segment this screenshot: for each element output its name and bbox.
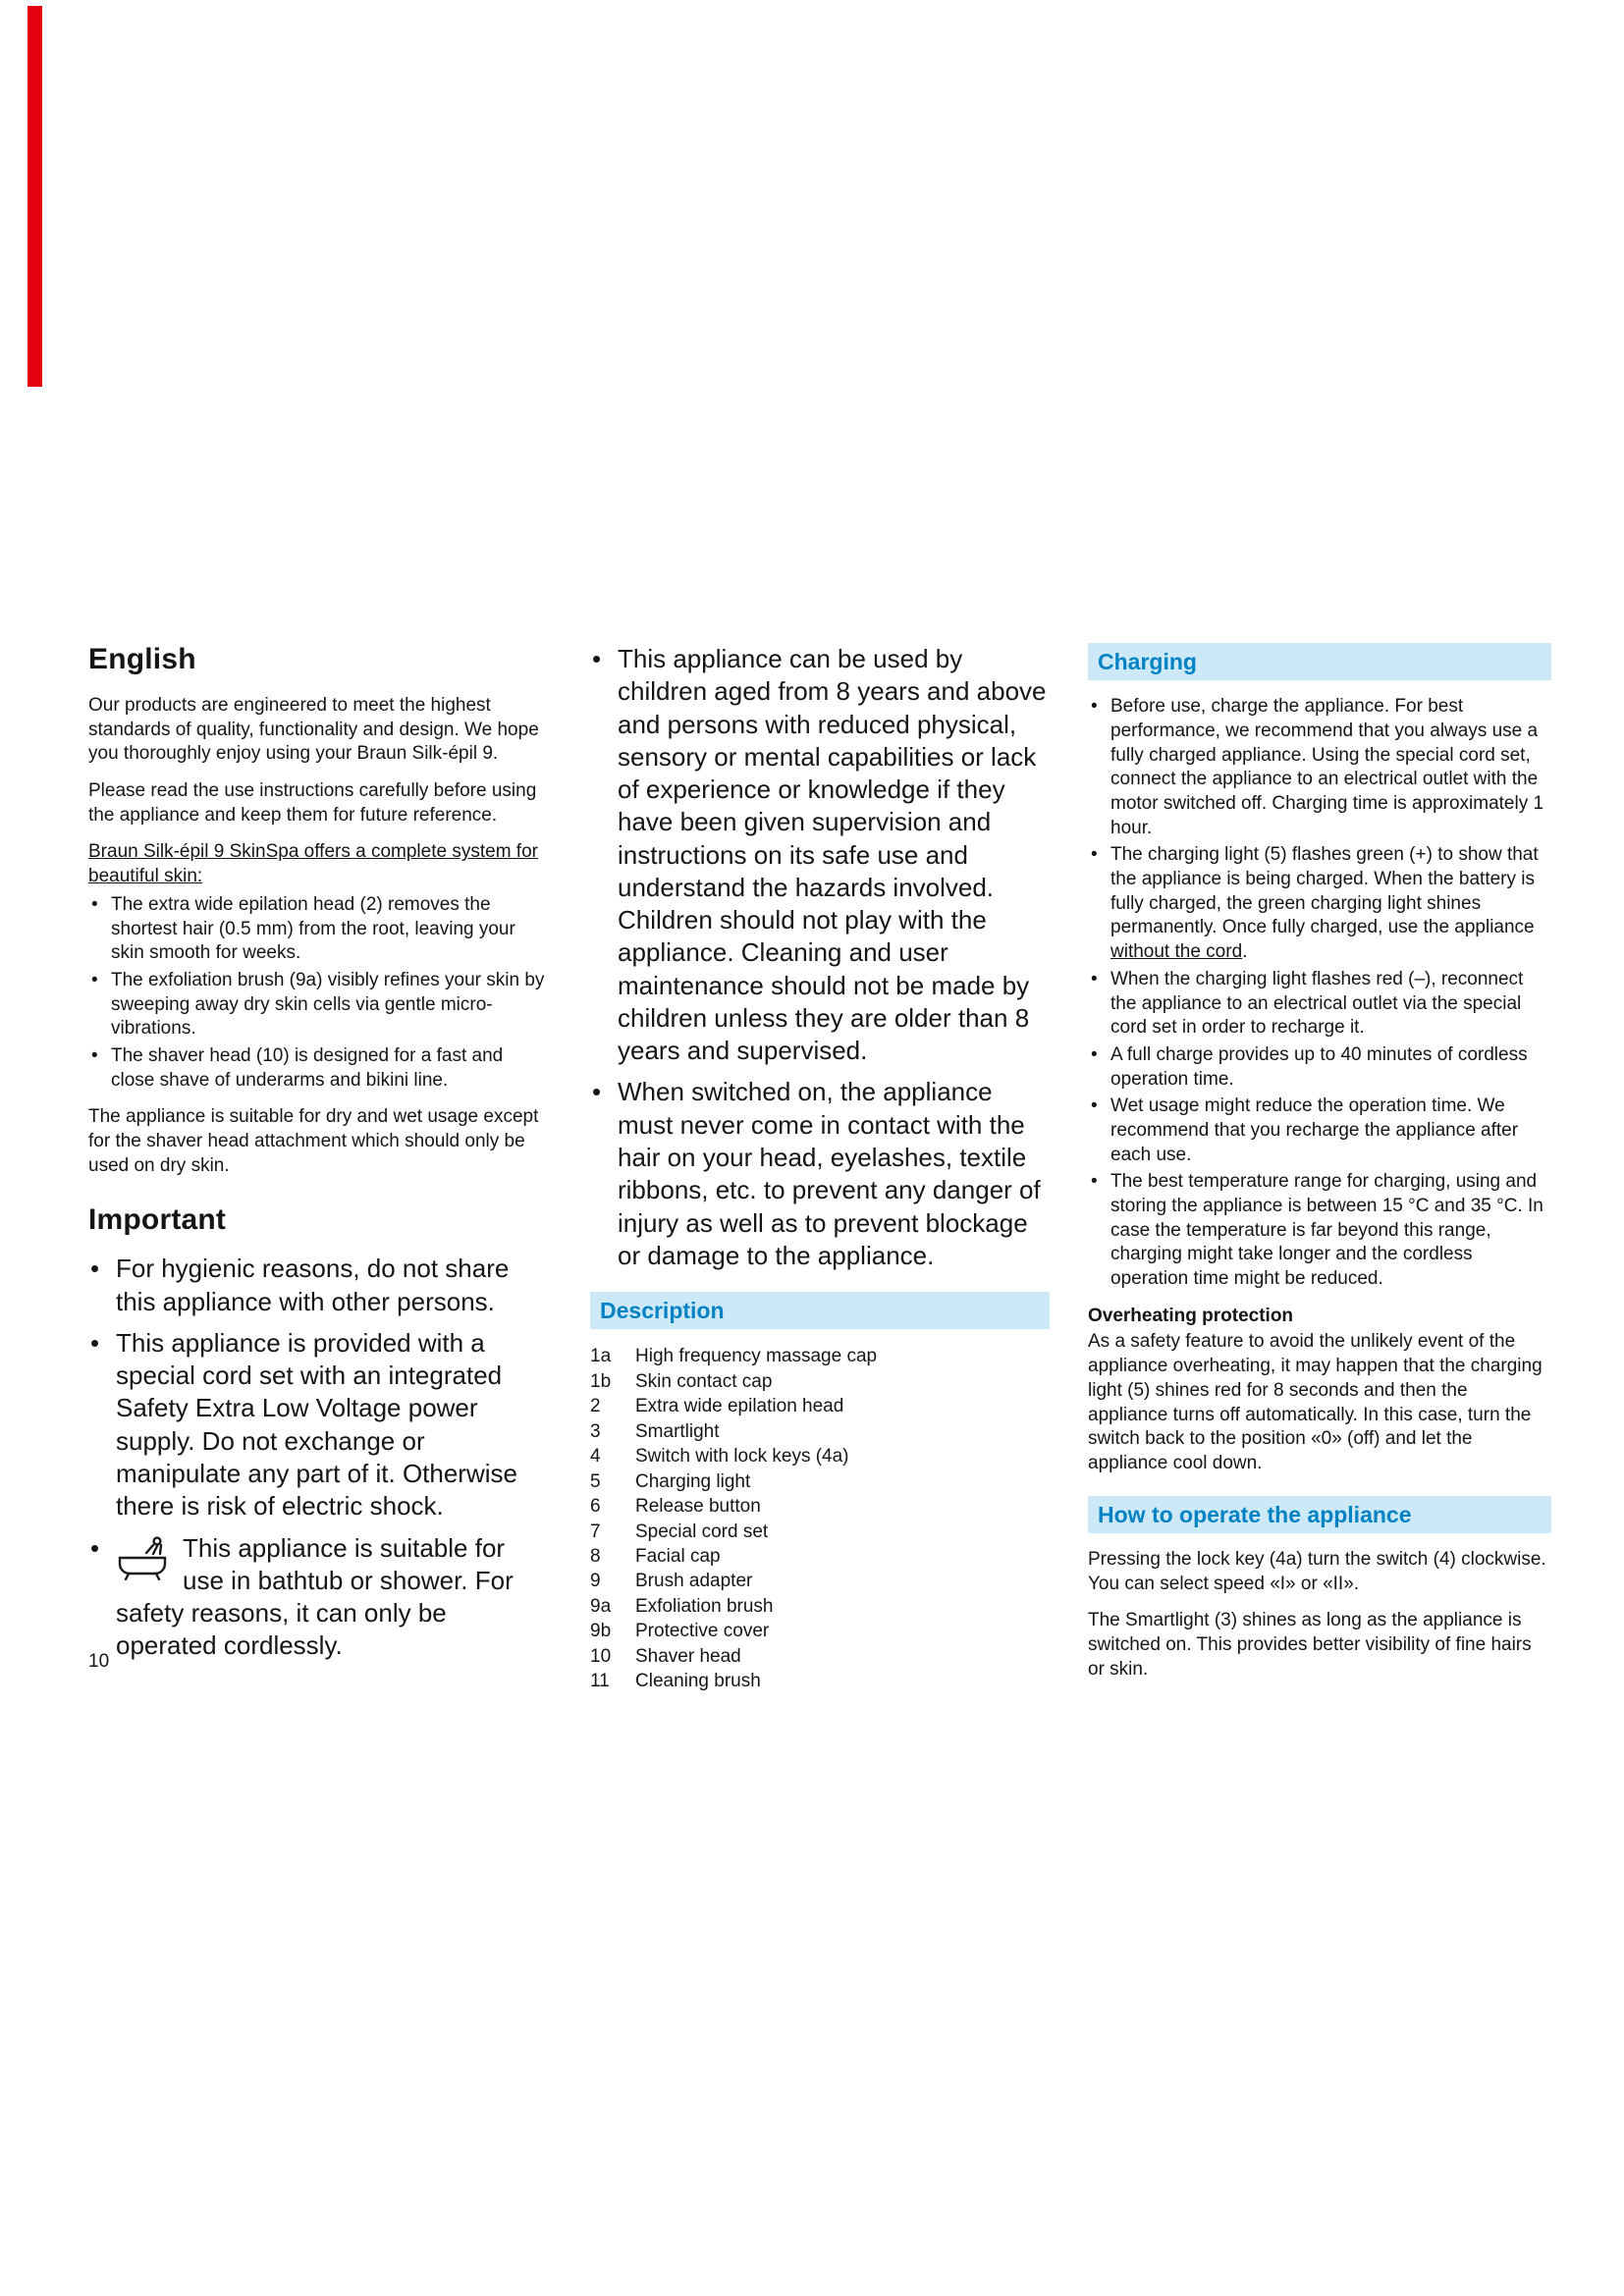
operate-paragraph-1: Pressing the lock key (4a) turn the switch (4) clockwise. You can select speed «I» or «II».	[1088, 1548, 1546, 1594]
page-number: 10	[88, 1651, 110, 1672]
lead-underlined-text: Braun Silk-épil 9 SkinSpa offers a complete system for beautiful skin:	[88, 841, 538, 887]
charging-item: • When the charging light flashes red (–), reconnect the appliance to an electrical outlet via the special cord set in order to recharge it.	[1088, 968, 1551, 1041]
important-list	[88, 1253, 550, 1662]
charging-item: • A full charge provides up to 40 minutes of cordless operation time.	[1088, 1043, 1551, 1092]
important-item-bathtub	[88, 1532, 550, 1663]
description-item: 5 Charging light	[590, 1470, 751, 1492]
description-item: 7 Special cord set	[590, 1521, 769, 1542]
description-item: 4 Switch with lock keys (4a)	[590, 1446, 849, 1468]
description-section-header: Description	[590, 1292, 1050, 1329]
usage-suitability-paragraph: The appliance is suitable for dry and wet usage except for the shaver head attachment which should only be used on dry skin.	[88, 1106, 539, 1176]
underlined-phrase: without the cord	[1110, 941, 1243, 963]
column-middle	[590, 643, 1050, 1694]
feature-item: • The shaver head (10) is designed for a fast and close shave of underarms and bikini line.	[88, 1044, 550, 1093]
safety-list	[590, 643, 1050, 1272]
language-heading: English	[88, 643, 196, 675]
important-item: • For hygienic reasons, do not share this appliance with other persons.	[88, 1253, 550, 1318]
safety-item-children: • This appliance can be used by children aged from 8 years and above and persons with reduced physical, sensory or mental capabilities or lack of experience or knowledge if they have been given supervision and instructions on its safe use and understand the hazards involved. Children should not play with the appliance. Cleaning and user maintenance should not be made by children unless they are older than 8 years and supervised.	[590, 643, 1050, 1067]
description-list	[590, 1344, 1050, 1693]
description-item: 3 Smartlight	[590, 1420, 720, 1442]
column-left	[88, 643, 550, 1672]
description-item: 8 Facial cap	[590, 1545, 721, 1567]
charging-item: • The best temperature range for charging, using and storing the appliance is between 15 °C and 35 °C. In case the temperature is far beyond this range, charging might take longer and the cordless operation time might be reduced.	[1088, 1170, 1551, 1291]
important-item-text: This appliance is suitable for use in bathtub or shower. For safety reasons, it can only be operated cordlessly.	[116, 1532, 514, 1661]
charging-item: • Wet usage might reduce the operation time. We recommend that you recharge the appliance after each use.	[1088, 1095, 1551, 1167]
lead-sentence	[88, 840, 550, 888]
description-item: 1b Skin contact cap	[590, 1370, 773, 1392]
safety-item-contact: • When switched on, the appliance must never come in contact with the hair on your head, eyelashes, textile ribbons, etc. to prevent any danger of injury as well as to prevent blockage or damage to the appliance.	[590, 1076, 1050, 1272]
charging-section-header: Charging	[1088, 643, 1551, 680]
operate-paragraph-2: The Smartlight (3) shines as long as the appliance is switched on. This provides better visibility of fine hairs or skin.	[1088, 1610, 1532, 1680]
description-item: 2 Extra wide epilation head	[590, 1396, 844, 1417]
description-item: 9a Exfoliation brush	[590, 1595, 774, 1617]
feature-item: • The extra wide epilation head (2) removes the shortest hair (0.5 mm) from the root, leaving your skin smooth for weeks.	[88, 893, 550, 966]
column-right	[1088, 643, 1551, 1694]
feature-list	[88, 893, 550, 1094]
overheating-paragraph: As a safety feature to avoid the unlikely event of the appliance overheating, it may happen that the charging light (5) shines red for 8 seconds and then the appliance turns off automatically. In this case, turn the switch back to the position «0» (off) and let the appliance cool down.	[1088, 1331, 1543, 1473]
overheating-heading: Overheating protection	[1088, 1305, 1294, 1326]
description-item: 10 Shaver head	[590, 1645, 741, 1667]
description-item: 6 Release button	[590, 1496, 761, 1518]
important-item: • This appliance is provided with a special cord set with an integrated Safety Extra Low Voltage power supply. Do not exchange or manipulate any part of it. Otherwise there is risk of electric shock.	[88, 1327, 550, 1523]
intro-paragraph-2: Please read the use instructions carefully before using the appliance and keep them for future reference.	[88, 780, 537, 826]
description-item: 11 Cleaning brush	[590, 1671, 761, 1692]
description-item: 1a High frequency massage cap	[590, 1346, 878, 1367]
bathtub-shower-icon	[116, 1535, 173, 1580]
operate-section-header: How to operate the appliance	[1088, 1496, 1551, 1533]
important-heading: Important	[88, 1203, 227, 1237]
charging-item-cord: • The charging light (5) flashes green (+) to show that the appliance is being charged. When the battery is fully charged, the green charging light shines permanently. Once fully charged, use the appliance without the cord.	[1088, 843, 1551, 964]
feature-item: • The exfoliation brush (9a) visibly refines your skin by sweeping away dry skin cells via gentle micro-vibrations.	[88, 969, 550, 1041]
charging-list	[1088, 695, 1551, 1292]
red-accent-bar	[27, 6, 42, 387]
description-item: 9 Brush adapter	[590, 1571, 753, 1592]
charging-item: • Before use, charge the appliance. For best performance, we recommend that you always use a fully charged appliance. Using the special cord set, connect the appliance to an electrical outlet with the motor switched off. Charging time is approximately 1 hour.	[1088, 695, 1551, 840]
intro-paragraph-1: Our products are engineered to meet the highest standards of quality, functionality and design. We hope you thoroughly enjoy using your Braun Silk-épil 9.	[88, 695, 539, 765]
description-item: 9b Protective cover	[590, 1621, 770, 1642]
